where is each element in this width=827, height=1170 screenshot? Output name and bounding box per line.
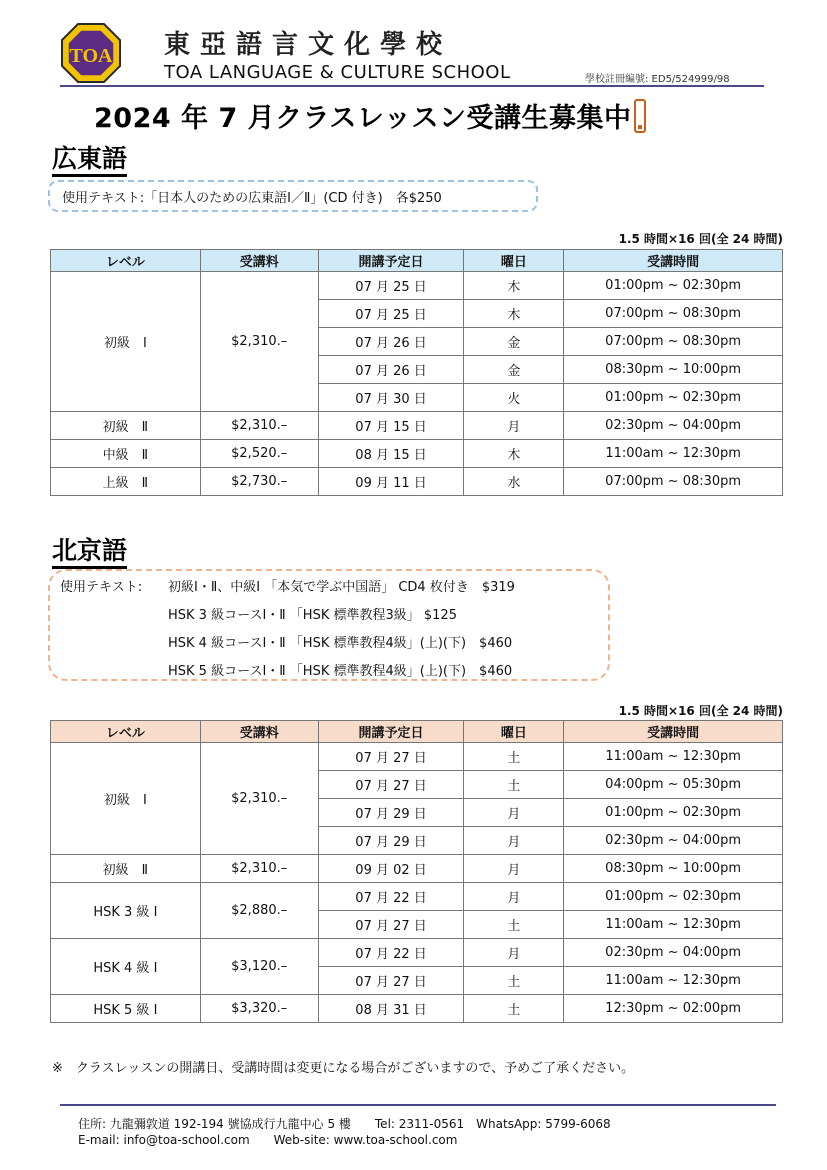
time-cell: 07:00pm ~ 08:30pm bbox=[564, 328, 783, 356]
page-title-text: 2024 年 7 月クラスレッスン受講生募集中 bbox=[94, 103, 632, 134]
time-cell: 08:30pm ~ 10:00pm bbox=[564, 356, 783, 384]
time-cell: 01:00pm ~ 02:30pm bbox=[564, 384, 783, 412]
level-cell: 中級 Ⅱ bbox=[51, 440, 201, 468]
date-cell: 07 月 29 日 bbox=[318, 827, 464, 855]
textbook-line: 初級Ⅰ・Ⅱ、中級Ⅰ 「本気で学ぶ中国語」 CD4 枚付き $319 bbox=[168, 580, 515, 595]
logo-text: TOA bbox=[69, 45, 113, 67]
table-row bbox=[51, 743, 783, 771]
exclamation-icon bbox=[634, 99, 646, 133]
time-cell: 11:00am ~ 12:30pm bbox=[564, 743, 783, 771]
date-cell: 07 月 29 日 bbox=[318, 799, 464, 827]
header-fee: 受講料 bbox=[200, 250, 318, 272]
time-cell: 07:00pm ~ 08:30pm bbox=[564, 300, 783, 328]
date-cell: 07 月 30 日 bbox=[318, 384, 464, 412]
mandarin-duration: 1.5 時間×16 回(全 24 時間) bbox=[618, 704, 783, 718]
date-cell: 07 月 26 日 bbox=[318, 328, 464, 356]
table-row bbox=[51, 468, 783, 496]
fee-cell: $3,320.– bbox=[200, 995, 318, 1023]
header-divider bbox=[60, 85, 764, 87]
footer-address: 住所: 九龍彌敦道 192-194 號協成行九龍中心 5 樓 Tel: 2311-0561 WhatsApp: 5799-6068 bbox=[78, 1117, 611, 1131]
weekday-cell: 月 bbox=[464, 883, 564, 911]
textbook-line: HSK 3 級コースⅠ・Ⅱ 「HSK 標準教程3級」 $125 bbox=[168, 608, 457, 623]
weekday-cell: 土 bbox=[464, 911, 564, 939]
textbook-label: 使用テキスト: bbox=[60, 580, 143, 595]
weekday-cell: 土 bbox=[464, 967, 564, 995]
fee-cell: $2,310.– bbox=[200, 412, 318, 440]
time-cell: 12:30pm ~ 02:00pm bbox=[564, 995, 783, 1023]
footer-contact: E-mail: info@toa-school.com Web-site: www.toa-school.com bbox=[78, 1133, 458, 1147]
time-cell: 01:00pm ~ 02:30pm bbox=[564, 799, 783, 827]
weekday-cell: 木 bbox=[464, 440, 564, 468]
fee-cell: $2,520.– bbox=[200, 440, 318, 468]
time-cell: 07:00pm ~ 08:30pm bbox=[564, 468, 783, 496]
fee-cell: $2,880.– bbox=[200, 883, 318, 939]
header bbox=[60, 22, 780, 88]
weekday-cell: 水 bbox=[464, 468, 564, 496]
table-header-row bbox=[51, 721, 783, 743]
table-row bbox=[51, 440, 783, 468]
weekday-cell: 木 bbox=[464, 300, 564, 328]
table-row bbox=[51, 855, 783, 883]
fee-cell: $2,310.– bbox=[200, 855, 318, 883]
school-name-en: TOA LANGUAGE & CULTURE SCHOOL bbox=[164, 62, 511, 83]
time-cell: 08:30pm ~ 10:00pm bbox=[564, 855, 783, 883]
weekday-cell: 土 bbox=[464, 743, 564, 771]
weekday-cell: 土 bbox=[464, 771, 564, 799]
weekday-cell: 土 bbox=[464, 995, 564, 1023]
school-logo bbox=[60, 22, 122, 84]
header-weekday: 曜日 bbox=[464, 721, 564, 743]
time-cell: 02:30pm ~ 04:00pm bbox=[564, 939, 783, 967]
header-date: 開講予定日 bbox=[318, 250, 464, 272]
weekday-cell: 金 bbox=[464, 356, 564, 384]
header-date: 開講予定日 bbox=[318, 721, 464, 743]
header-level: レベル bbox=[51, 721, 201, 743]
time-cell: 11:00am ~ 12:30pm bbox=[564, 440, 783, 468]
weekday-cell: 金 bbox=[464, 328, 564, 356]
schedule-note: ※ クラスレッスンの開講日、受講時間は変更になる場合がございますので、予めご了承ください。 bbox=[52, 1061, 635, 1076]
level-cell: 初級 Ⅱ bbox=[51, 855, 201, 883]
date-cell: 07 月 27 日 bbox=[318, 771, 464, 799]
date-cell: 08 月 31 日 bbox=[318, 995, 464, 1023]
date-cell: 07 月 25 日 bbox=[318, 300, 464, 328]
date-cell: 07 月 22 日 bbox=[318, 883, 464, 911]
header-time: 受講時間 bbox=[564, 721, 783, 743]
mandarin-schedule-table bbox=[50, 720, 783, 1023]
fee-cell: $2,310.– bbox=[200, 743, 318, 855]
cantonese-duration: 1.5 時間×16 回(全 24 時間) bbox=[618, 232, 783, 246]
date-cell: 07 月 25 日 bbox=[318, 272, 464, 300]
time-cell: 02:30pm ~ 04:00pm bbox=[564, 412, 783, 440]
header-level: レベル bbox=[51, 250, 201, 272]
date-cell: 07 月 27 日 bbox=[318, 967, 464, 995]
textbook-line: HSK 4 級コースⅠ・Ⅱ 「HSK 標準教程4級」(上)(下) $460 bbox=[168, 636, 513, 651]
level-cell: 上級 Ⅱ bbox=[51, 468, 201, 496]
time-cell: 04:00pm ~ 05:30pm bbox=[564, 771, 783, 799]
table-header-row bbox=[51, 250, 783, 272]
level-cell: HSK 3 級 Ⅰ bbox=[51, 883, 201, 939]
time-cell: 11:00am ~ 12:30pm bbox=[564, 911, 783, 939]
table-row bbox=[51, 272, 783, 300]
level-cell: 初級 Ⅰ bbox=[51, 743, 201, 855]
level-cell: 初級 Ⅱ bbox=[51, 412, 201, 440]
mandarin-textbook-box bbox=[48, 569, 610, 681]
date-cell: 07 月 22 日 bbox=[318, 939, 464, 967]
weekday-cell: 火 bbox=[464, 384, 564, 412]
textbook-line: HSK 5 級コースⅠ・Ⅱ 「HSK 標準教程4級」(上)(下) $460 bbox=[168, 664, 513, 679]
date-cell: 09 月 02 日 bbox=[318, 855, 464, 883]
level-cell: 初級 Ⅰ bbox=[51, 272, 201, 412]
weekday-cell: 月 bbox=[464, 412, 564, 440]
level-cell: HSK 5 級 Ⅰ bbox=[51, 995, 201, 1023]
registration-number: 學校註冊編號: ED5/524999/98 bbox=[585, 74, 730, 85]
fee-cell: $2,310.– bbox=[200, 272, 318, 412]
cantonese-schedule-table bbox=[50, 249, 783, 496]
weekday-cell: 木 bbox=[464, 272, 564, 300]
date-cell: 07 月 27 日 bbox=[318, 743, 464, 771]
table-row bbox=[51, 883, 783, 911]
weekday-cell: 月 bbox=[464, 855, 564, 883]
table-row bbox=[51, 412, 783, 440]
time-cell: 11:00am ~ 12:30pm bbox=[564, 967, 783, 995]
mandarin-section-title: 北京語 bbox=[52, 536, 127, 569]
level-cell: HSK 4 級 Ⅰ bbox=[51, 939, 201, 995]
time-cell: 01:00pm ~ 02:30pm bbox=[564, 272, 783, 300]
weekday-cell: 月 bbox=[464, 799, 564, 827]
header-fee: 受講料 bbox=[200, 721, 318, 743]
date-cell: 08 月 15 日 bbox=[318, 440, 464, 468]
date-cell: 07 月 27 日 bbox=[318, 911, 464, 939]
table-row bbox=[51, 939, 783, 967]
table-row bbox=[51, 995, 783, 1023]
weekday-cell: 月 bbox=[464, 827, 564, 855]
footer-divider bbox=[60, 1104, 776, 1106]
date-cell: 07 月 26 日 bbox=[318, 356, 464, 384]
header-time: 受講時間 bbox=[564, 250, 783, 272]
cantonese-section-title: 広東語 bbox=[52, 144, 127, 177]
time-cell: 02:30pm ~ 04:00pm bbox=[564, 827, 783, 855]
page-title bbox=[94, 96, 646, 135]
date-cell: 07 月 15 日 bbox=[318, 412, 464, 440]
weekday-cell: 月 bbox=[464, 939, 564, 967]
cantonese-textbook-box: 使用テキスト:「日本人のための広東語Ⅰ／Ⅱ」(CD 付き) 各$250 bbox=[48, 180, 538, 212]
time-cell: 01:00pm ~ 02:30pm bbox=[564, 883, 783, 911]
fee-cell: $3,120.– bbox=[200, 939, 318, 995]
header-weekday: 曜日 bbox=[464, 250, 564, 272]
fee-cell: $2,730.– bbox=[200, 468, 318, 496]
date-cell: 09 月 11 日 bbox=[318, 468, 464, 496]
school-name-jp: 東亞語言文化學校 bbox=[164, 30, 453, 60]
